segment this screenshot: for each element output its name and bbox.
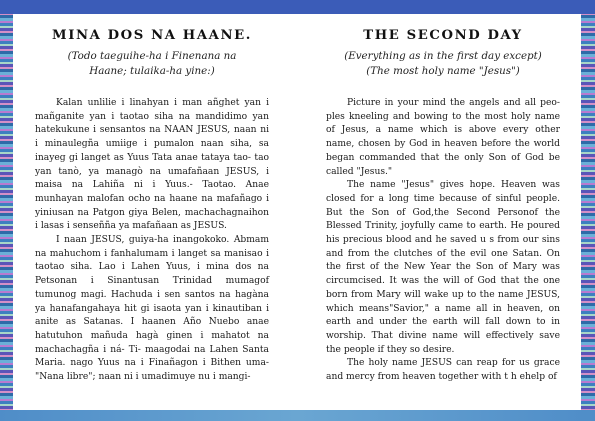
left-page-subtitle [35,49,269,79]
left-page [13,14,290,410]
right-paragraph-1: Picture in your mind the angels and all peo- ples kneeling and bowing to the most holy name of Jesus, a name which is above every other name, chosen by God in heaven before the world began commanded that the only Son of God be called "Jesus." [326,98,560,177]
left-page-body [35,97,269,385]
left-subtitle-line-2: Haane; tulaika-ha yine:) [89,65,215,77]
right-subtitle-line-1: (Everything as in the first day except) [344,50,542,62]
right-page-subtitle [326,49,560,79]
right-page-body [326,97,560,385]
left-paragraph-2: I naan JESUS, guiya-ha inangokoko. Abmam na mahuchom i fanhalumam i langet sa manisao i taotao siha. Lao i Lahen Yuus, i mina dos na Petsonan i Sinantusan Trinidad mumagof tumunog magi. Hachuda i sen santos na hagàna ya hanafangahaya hit gi isaota yan i kinautiban i anite as Satanas. I haanen Año Nuebo anae hatutuhon mañuda hagà ginen i mahatot na machachagña i ná- Ti- maagodai na Lahen Santa Maria. nago Yuus na i Finañagon i Bithen uma- "Nana libre"; naan ni i umadimuye nu i mangi- [35,235,269,383]
right-paragraph-2: The name "Jesus" gives hope. Heaven was closed for a long time because of sinful people. But the Son of God,the Second Personof the Blessed Trinity, joyfully came to earth. He poured his precious blood and he saved u s from our sins and from the clutches of the evil one Satan. On the first of the New Year the Son of Mary was circumcised. It was the will of God that the one born from Mary will wake up to the name JESUS, which means"Savior," a name all in heaven, on earth and under the earth will fall down to in worship. That divine name will effectively save the people if they so desire. [326,180,560,355]
page-gutter [290,14,304,410]
right-page-title: THE SECOND DAY [363,28,523,43]
left-page-title: MINA DOS NA HAANE. [52,28,252,43]
left-paragraph-1: Kalan unlilie i linahyan i man añghet yan i mañganite yan i taotao siha na mandidimo yan hatekukune i sensantos na NAAN JESUS, naan ni i minaulegña umiige i pumalon naan siha, sa inayeg gi langet as Yuus Tata anae tataya tao- tao yan tanò, ya managò na umafañaan JESUS, i maisa na Lahiña ni i Yuus.- Taotao. Anae munhayan malofan ocho na haane na mafañago i yiniusan na Patgon giya Belen, machachagnaihon i lasas i senseñña ya mafañaan as JESUS. [35,98,269,232]
right-page [304,14,581,410]
bottom-border-bar [0,410,595,421]
right-paragraph-3: The holy name JESUS can reap for us grace and mercy from heaven together with t h ehelp of [326,358,560,383]
right-subtitle-line-2: (The most holy name "Jesus") [366,65,520,77]
left-subtitle-line-1: (Todo taeguihe-ha i Finenana na [67,50,237,62]
top-border-bar [0,0,595,14]
